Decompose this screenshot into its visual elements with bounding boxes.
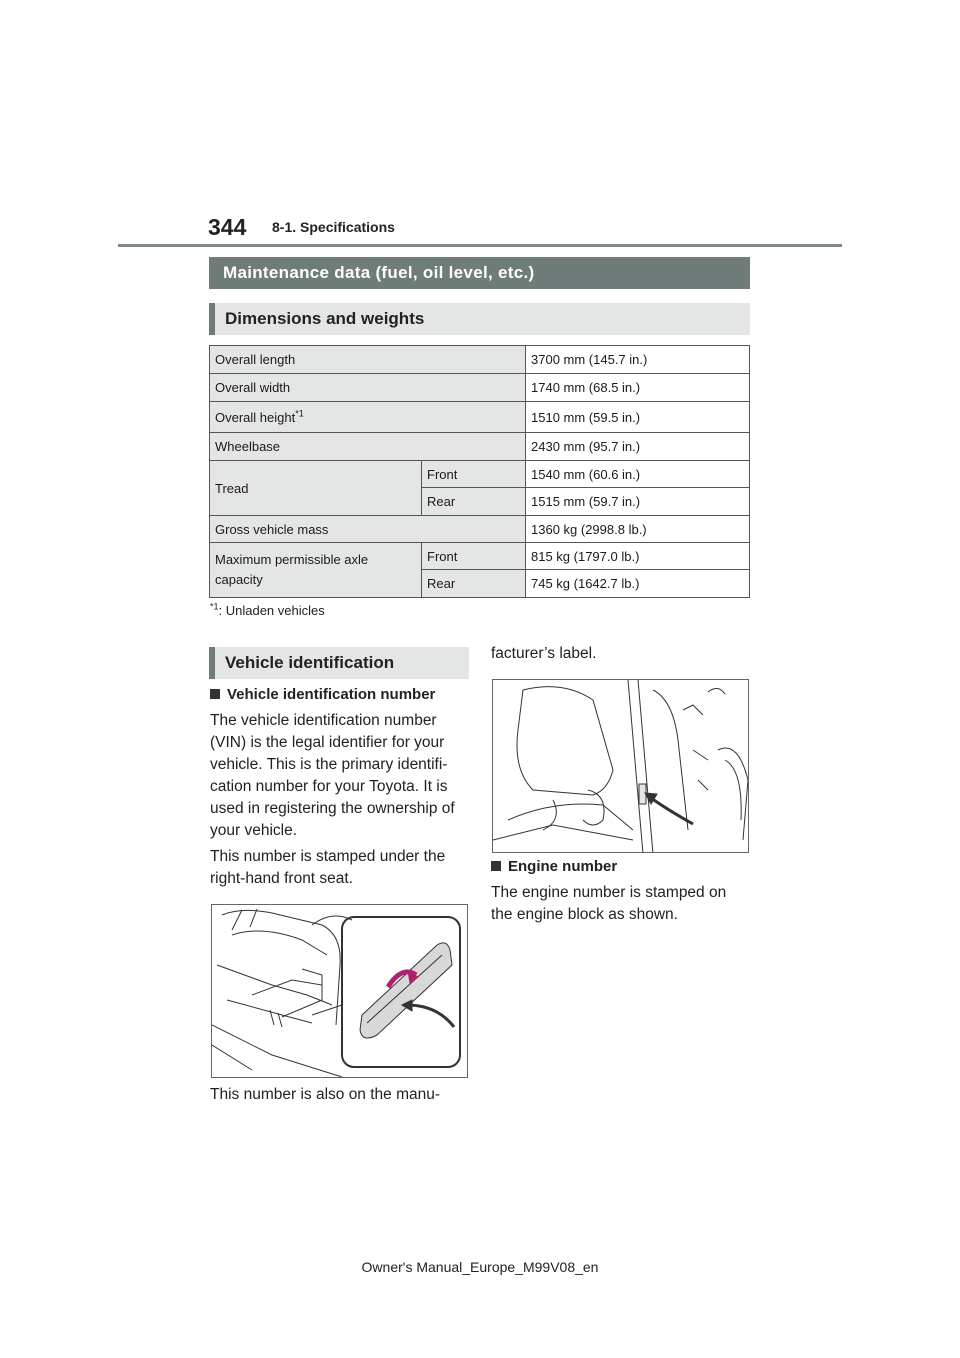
table-row	[210, 433, 750, 461]
vehicle-identification-heading: Vehicle identification	[225, 653, 395, 672]
table-row	[210, 461, 750, 488]
table-cell-sublabel: Front	[422, 543, 526, 570]
dimensions-heading-bar	[209, 303, 750, 335]
vin-paragraph-3: This number is also on the manu-	[210, 1086, 441, 1103]
page-footer: Owner's Manual_Europe_M99V08_en	[361, 1259, 599, 1275]
vin-heading-text: Vehicle identification number	[227, 686, 436, 703]
table-cell-value: 1360 kg (2998.8 lb.)	[526, 516, 750, 543]
page-number: 344	[208, 214, 247, 240]
table-cell-label: Wheelbase	[210, 433, 526, 461]
specifications-table	[209, 345, 750, 598]
footnote-marker: *1	[295, 408, 304, 419]
vin-paragraph-1: The vehicle identification number (VIN) is the legal identifier for your vehicle. This is the primary identifi-cation number for your Toyota. It is used in registering the ownership of your vehicle.	[210, 712, 455, 839]
table-cell-value: 3700 mm (145.7 in.)	[526, 346, 750, 374]
vin-paragraph-2: This number is stamped under the right-hand front seat.	[210, 848, 446, 887]
header-divider	[118, 244, 842, 247]
table-cell-label: Overall width	[210, 374, 526, 402]
engine-number-paragraph: The engine number is stamped on the engine block as shown.	[491, 884, 727, 923]
table-cell-label: Maximum permissible axle capacity	[210, 543, 422, 598]
vin-paragraph-3-continued: facturer’s label.	[491, 645, 597, 662]
section-title: Maintenance data (fuel, oil level, etc.)	[223, 263, 535, 282]
table-row	[210, 402, 750, 433]
vehicle-identification-heading-bar	[209, 647, 469, 679]
footnote-text: : Unladen vehicles	[218, 603, 325, 618]
table-cell-sublabel: Front	[422, 461, 526, 488]
table-cell-label	[210, 402, 526, 433]
table-cell-value: 745 kg (1642.7 lb.)	[526, 570, 750, 598]
table-cell-value: 1510 mm (59.5 in.)	[526, 402, 750, 433]
chapter-title: 8-1. Specifications	[272, 219, 395, 235]
vin-under-seat-drawing	[212, 905, 468, 1078]
engine-number-heading	[491, 858, 751, 875]
section-title-bar	[209, 257, 750, 289]
table-row	[210, 374, 750, 402]
footnote-mark: *1	[210, 601, 219, 612]
table-cell-value: 2430 mm (95.7 in.)	[526, 433, 750, 461]
manufacturer-label-illustration	[492, 679, 749, 853]
table-cell-label: Gross vehicle mass	[210, 516, 526, 543]
bullet-square-icon	[210, 689, 220, 699]
engine-number-heading-text: Engine number	[508, 858, 618, 875]
table-row	[210, 516, 750, 543]
table-row	[210, 543, 750, 570]
table-cell-sublabel: Rear	[422, 570, 526, 598]
table-cell-value: 815 kg (1797.0 lb.)	[526, 543, 750, 570]
table-cell-value: 1515 mm (59.7 in.)	[526, 488, 750, 516]
dimensions-heading: Dimensions and weights	[225, 309, 425, 328]
table-row	[210, 346, 750, 374]
table-cell-value: 1540 mm (60.6 in.)	[526, 461, 750, 488]
vin-heading	[210, 686, 470, 703]
table-cell-label: Tread	[210, 461, 422, 516]
vin-under-seat-illustration	[211, 904, 468, 1078]
manufacturer-label-drawing	[493, 680, 749, 853]
bullet-square-icon	[491, 861, 501, 871]
table-cell-value: 1740 mm (68.5 in.)	[526, 374, 750, 402]
table-cell-sublabel: Rear	[422, 488, 526, 516]
table-cell-label: Overall length	[210, 346, 526, 374]
footnote	[210, 603, 325, 618]
overall-height-label: Overall height	[215, 409, 296, 425]
